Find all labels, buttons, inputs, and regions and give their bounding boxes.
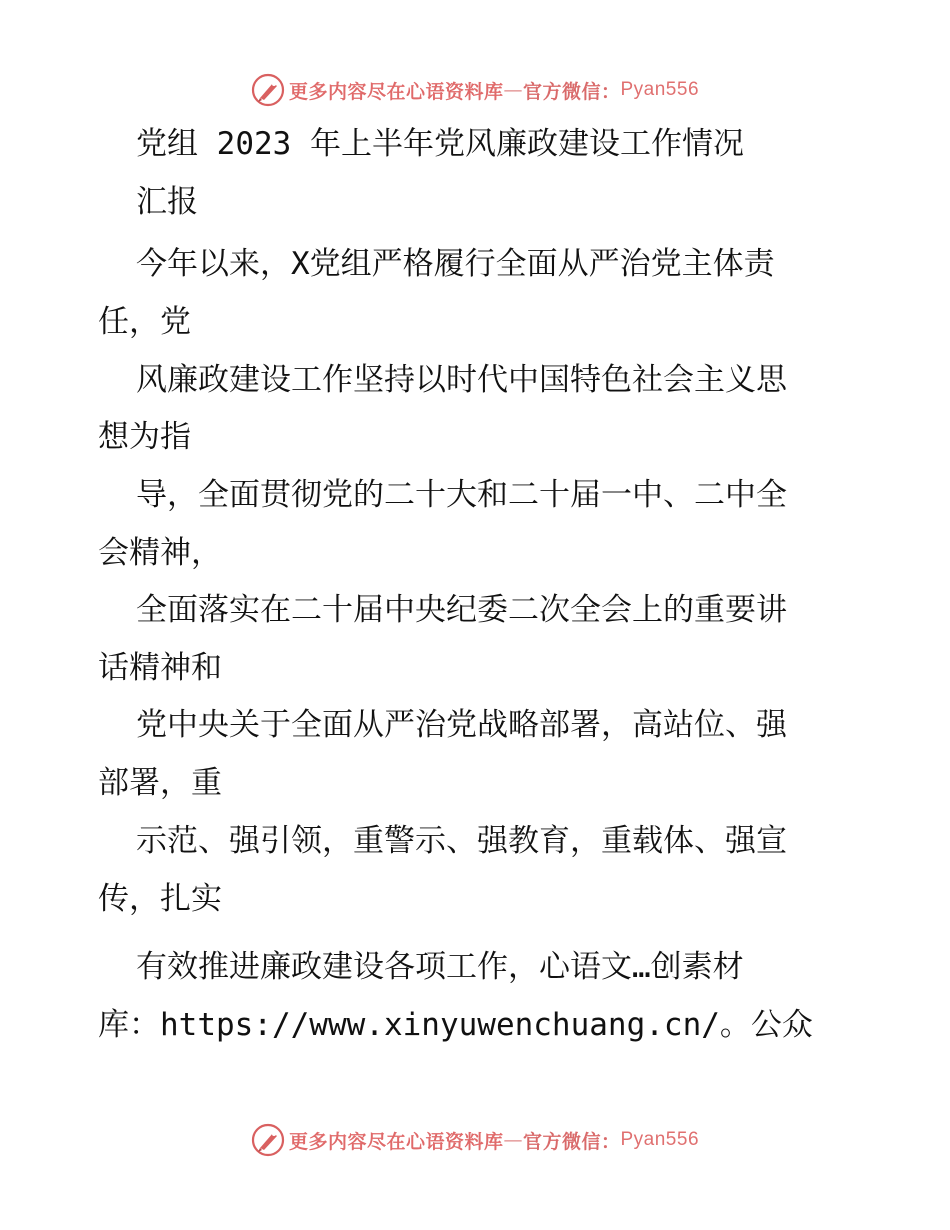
body-line: 传，扎实 (98, 881, 222, 917)
banner-slogan: 更多内容尽在心语资料库 (288, 1130, 504, 1153)
body-line: 示范、强引领，重警示、强教育，重载体、强宣 (136, 823, 787, 859)
banner-slogan: 更多内容尽在心语资料库 (288, 80, 504, 103)
document-title-line1: 党组 2023 年上半年党风廉政建设工作情况 (136, 126, 744, 162)
banner-official-label: 官方微信： (522, 1130, 621, 1153)
banner-account: Pyan556 (620, 1129, 700, 1150)
banner-account: Pyan556 (620, 79, 700, 100)
body-line: 话精神和 (98, 650, 222, 686)
body-line: 部署，重 (98, 765, 222, 801)
body-line: 风廉政建设工作坚持以时代中国特色社会主义思 (136, 362, 787, 398)
pen-logo-icon (251, 73, 285, 107)
banner-official-label: 官方微信： (522, 80, 621, 103)
body-line: 有效推进廉政建设各项工作，心语文…创素材 (136, 949, 744, 985)
header-banner (0, 70, 950, 110)
body-line: 会精神， (98, 535, 222, 571)
body-line: 导，全面贯彻党的二十大和二十届一中、二中全 (136, 477, 787, 513)
body-line: 想为指 (98, 419, 191, 455)
pen-logo-icon (251, 1123, 285, 1157)
body-line: 党中央关于全面从严治党战略部署，高站位、强 (136, 707, 787, 743)
body-line: 今年以来，X党组严格履行全面从严治党主体责 (136, 246, 775, 282)
banner-dash: — (503, 79, 523, 101)
body-line: 库：https://www.xinyuwenchuang.cn/。公众 (98, 1007, 813, 1043)
body-line: 任，党 (98, 304, 191, 340)
banner-dash: — (503, 1129, 523, 1151)
footer-banner (0, 1120, 950, 1160)
document-title-line2: 汇报 (136, 184, 198, 220)
body-line: 全面落实在二十届中央纪委二次全会上的重要讲 (136, 592, 787, 628)
